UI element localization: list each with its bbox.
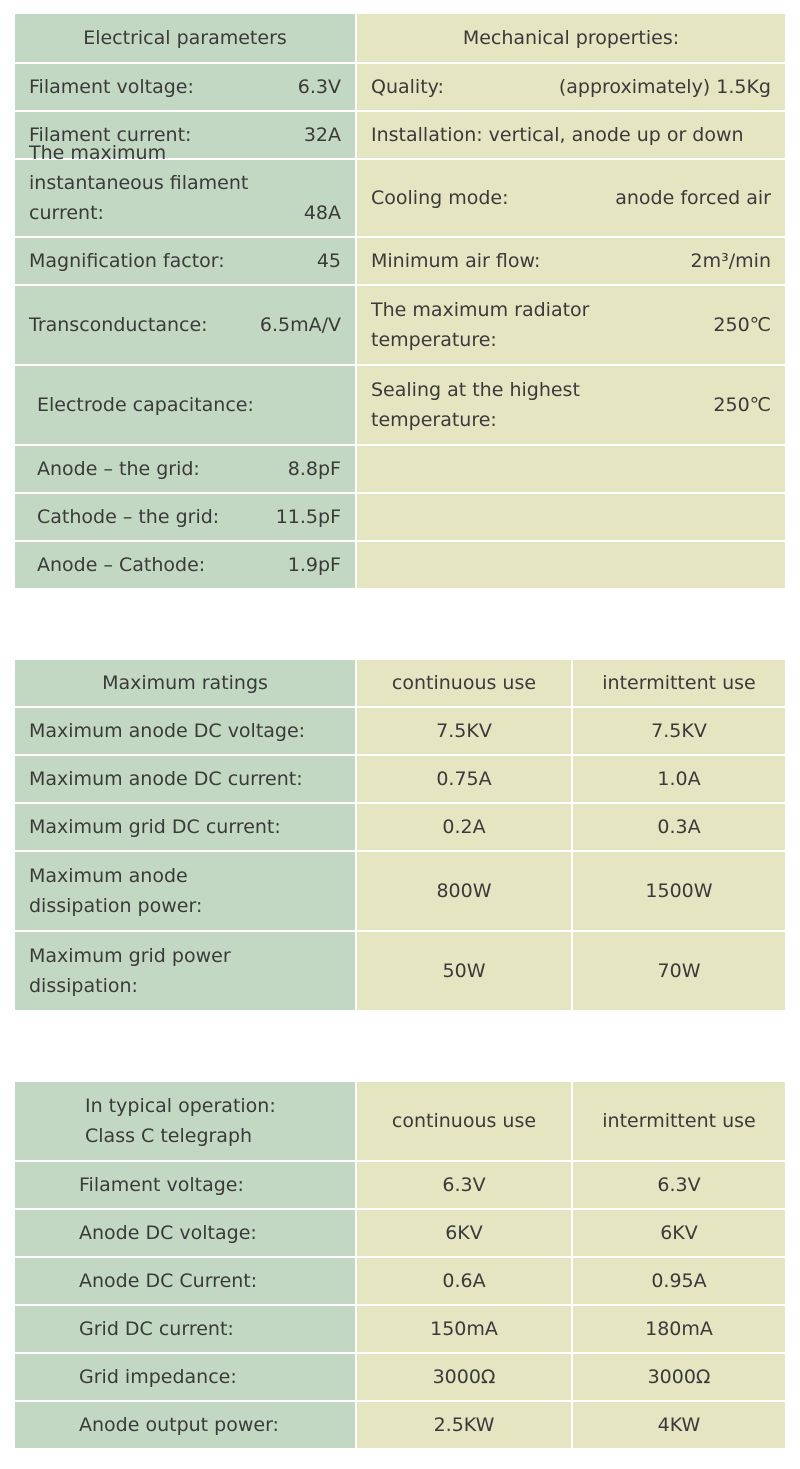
- intermittent-value: 6.3V: [571, 1162, 785, 1208]
- continuous-value: 2.5KW: [355, 1402, 571, 1448]
- empty-cell: [355, 446, 785, 492]
- operation-label: Filament voltage:: [15, 1162, 355, 1208]
- continuous-value: 6KV: [355, 1210, 571, 1256]
- maximum-ratings-header: Maximum ratings: [15, 660, 355, 706]
- table-row: [15, 1208, 785, 1256]
- operation-label: Anode DC voltage:: [15, 1210, 355, 1256]
- empty-cell: [355, 494, 785, 540]
- param-label: Magnification factor:: [29, 250, 225, 272]
- rating-label: Maximum grid power dissipation:: [29, 945, 231, 997]
- continuous-value: 50W: [355, 932, 571, 1010]
- property-label: Minimum air flow:: [371, 250, 541, 272]
- intermittent-value: 6KV: [571, 1210, 785, 1256]
- continuous-value: 0.2A: [355, 804, 571, 850]
- operation-label: Grid impedance:: [15, 1354, 355, 1400]
- table-row: [15, 492, 785, 540]
- table-row: [15, 1304, 785, 1352]
- operation-label: Anode output power:: [15, 1402, 355, 1448]
- table-header-row: [15, 14, 785, 62]
- param-label: Filament voltage:: [29, 76, 194, 98]
- param-label: Transconductance:: [29, 314, 208, 336]
- table-row: [15, 850, 785, 930]
- property-value: 2m³/min: [690, 250, 771, 272]
- param-value: 6.3V: [297, 76, 341, 98]
- table-row: [15, 236, 785, 284]
- property-label: The maximum radiator temperature:: [371, 299, 590, 351]
- param-value: 32A: [303, 124, 341, 146]
- table-row: [15, 706, 785, 754]
- table-row: [15, 142, 785, 236]
- continuous-value: 3000Ω: [355, 1354, 571, 1400]
- table-row: [15, 1400, 785, 1448]
- param-label: Electrode capacitance:: [37, 394, 254, 416]
- table-header-row: [15, 1082, 785, 1160]
- intermittent-use-header: intermittent use: [571, 1082, 785, 1160]
- continuous-value: 0.6A: [355, 1258, 571, 1304]
- param-label: Anode – Cathode:: [37, 554, 206, 576]
- property-value: (approximately) 1.5Kg: [558, 76, 771, 98]
- property-label: Sealing at the highest temperature:: [371, 379, 580, 431]
- electrical-parameters-header: Electrical parameters: [15, 14, 355, 62]
- continuous-value: 6.3V: [355, 1162, 571, 1208]
- property-value: 250℃: [713, 394, 771, 416]
- continuous-value: 150mA: [355, 1306, 571, 1352]
- operation-label: Grid DC current:: [15, 1306, 355, 1352]
- param-value: 45: [316, 250, 341, 272]
- table-row: [15, 284, 785, 364]
- empty-cell: [355, 542, 785, 588]
- param-label: The maximum instantaneous filament current:: [29, 142, 249, 224]
- continuous-value: 800W: [355, 852, 571, 930]
- intermittent-value: 3000Ω: [571, 1354, 785, 1400]
- intermittent-value: 70W: [571, 932, 785, 1010]
- table-row: [15, 1352, 785, 1400]
- table-row: [15, 802, 785, 850]
- continuous-value: 0.75A: [355, 756, 571, 802]
- continuous-use-header: continuous use: [355, 1082, 571, 1160]
- intermittent-value: 0.3A: [571, 804, 785, 850]
- rating-label: Maximum anode dissipation power:: [29, 865, 203, 917]
- property-value: anode forced air: [615, 187, 771, 209]
- property-label: Quality:: [371, 76, 444, 98]
- param-value: 6.5mA/V: [259, 314, 341, 336]
- electrical-mechanical-table: [15, 14, 785, 588]
- table-row: [15, 364, 785, 444]
- rating-label: Maximum anode DC current:: [15, 756, 355, 802]
- table-row: [15, 444, 785, 492]
- continuous-use-header: continuous use: [355, 660, 571, 706]
- typical-operation-table: [15, 1082, 785, 1448]
- property-label: Cooling mode:: [371, 187, 509, 209]
- typical-operation-header: In typical operation: Class C telegraph: [85, 1095, 276, 1147]
- table-row: [15, 1160, 785, 1208]
- param-value: 48A: [303, 202, 341, 224]
- table-row: [15, 540, 785, 588]
- intermittent-value: 7.5KV: [571, 708, 785, 754]
- intermittent-value: 4KW: [571, 1402, 785, 1448]
- rating-label: Maximum anode DC voltage:: [15, 708, 355, 754]
- property-label: Installation: vertical, anode up or down: [371, 124, 744, 146]
- intermittent-value: 180mA: [571, 1306, 785, 1352]
- rating-label: Maximum grid DC current:: [15, 804, 355, 850]
- intermittent-value: 1.0A: [571, 756, 785, 802]
- operation-label: Anode DC Current:: [15, 1258, 355, 1304]
- table-header-row: [15, 660, 785, 706]
- param-value: 11.5pF: [275, 506, 341, 528]
- param-value: 8.8pF: [287, 458, 341, 480]
- intermittent-value: 1500W: [571, 852, 785, 930]
- continuous-value: 7.5KV: [355, 708, 571, 754]
- param-value: 1.9pF: [287, 554, 341, 576]
- param-label: Anode – the grid:: [37, 458, 200, 480]
- table-row: [15, 1256, 785, 1304]
- table-row: [15, 930, 785, 1010]
- table-row: [15, 754, 785, 802]
- property-value: 250℃: [713, 314, 771, 336]
- mechanical-properties-header: Mechanical properties:: [355, 14, 785, 62]
- param-label: Filament current:: [29, 124, 192, 146]
- maximum-ratings-table: [15, 660, 785, 1010]
- intermittent-use-header: intermittent use: [571, 660, 785, 706]
- param-label: Cathode – the grid:: [37, 506, 220, 528]
- table-row: [15, 62, 785, 110]
- intermittent-value: 0.95A: [571, 1258, 785, 1304]
